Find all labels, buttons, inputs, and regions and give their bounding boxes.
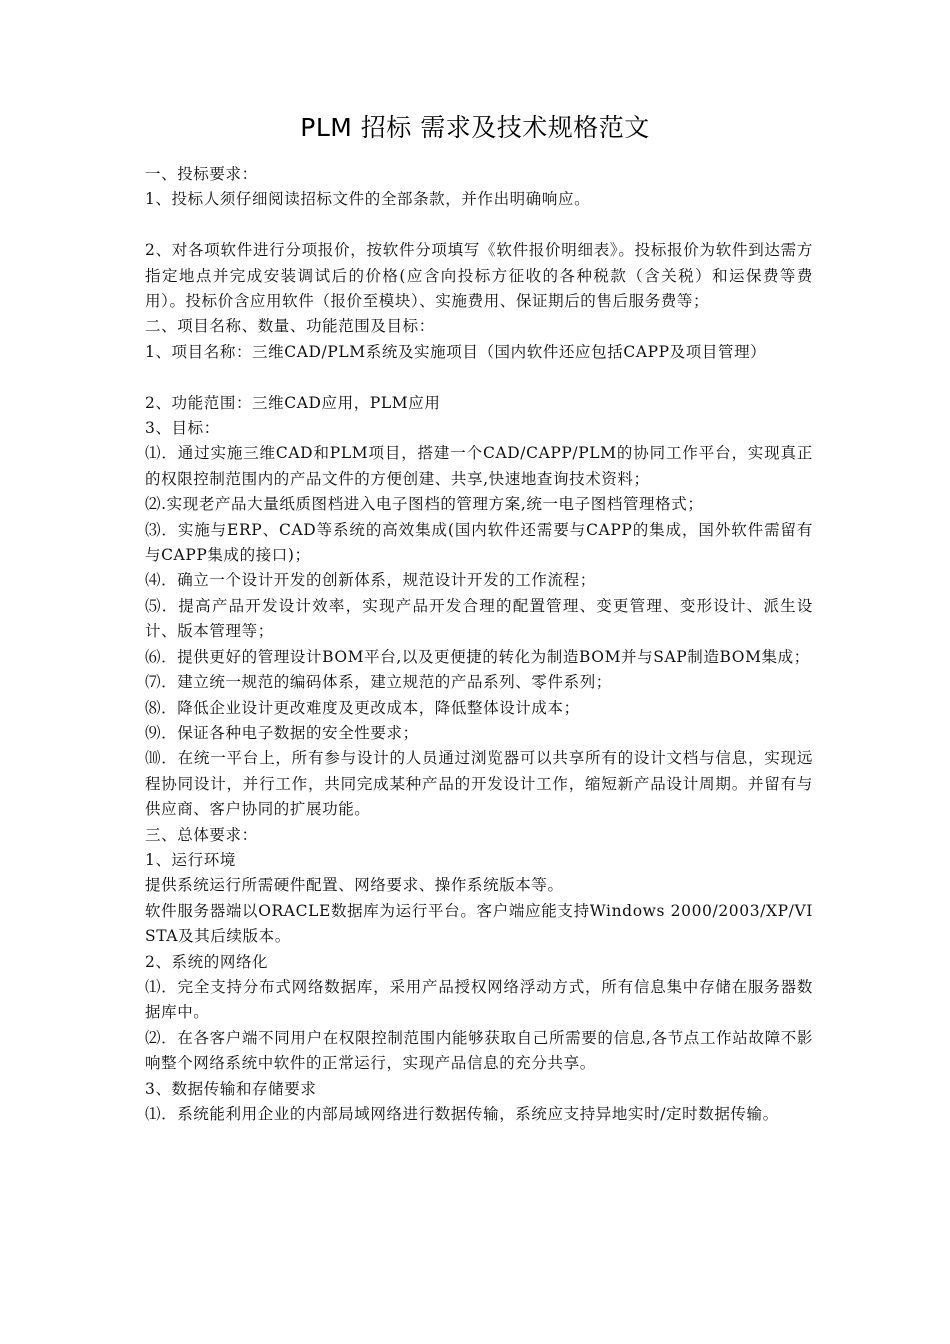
network-item-1: ⑴．完全支持分布式网络数据库，采用产品授权网络浮动方式，所有信息集中存储在服务器数据库中。 [145, 977, 813, 1022]
document-title: PLM 招标 需求及技术规格范文 [300, 113, 650, 142]
paragraph-runtime-server: 软件服务器端以ORACLE数据库为运行平台。客户端应能支持Windows 2000/2003/XP/VISTA及其后续版本。 [145, 901, 813, 946]
paragraph-runtime-heading: 1、运行环境 [145, 850, 236, 869]
paragraph-function-scope: 2、功能范围：三维CAD应用，PLM应用 [145, 393, 441, 412]
goal-item-5: ⑸．提高产品开发设计效率，实现产品开发合理的配置管理、变更管理、变形设计、派生设计、版本管理等； [145, 596, 813, 641]
paragraph-goals-heading: 3、目标： [145, 419, 220, 438]
goal-item-4: ⑷．确立一个设计开发的创新体系，规范设计开发的工作流程； [145, 571, 596, 590]
goal-item-6: ⑹．提供更好的管理设计BOM平台,以及更便捷的转化为制造BOM并与SAP制造BOM集成； [145, 647, 810, 666]
goal-item-7: ⑺．建立统一规范的编码体系，建立规范的产品系列、零件系列； [145, 673, 612, 692]
paragraph-bid-terms: 1、投标人须仔细阅读招标文件的全部条款，并作出明确响应。 [145, 190, 591, 209]
section-heading-project: 二、项目名称、数量、功能范围及目标： [145, 317, 435, 336]
network-item-2: ⑵．在各客户端不同用户在权限控制范围内能够获取自己所需要的信息,各节点工作站故障不影响整个网络系统中软件的正常运行，实现产品信息的充分共享。 [145, 1028, 813, 1073]
goal-item-2: ⑵.实现老产品大量纸质图档进入电子图档的管理方案,统一电子图档管理格式； [145, 495, 704, 514]
document-body [145, 162, 813, 1127]
paragraph-project-name: 1、项目名称：三维CAD/PLM系统及实施项目（国内软件还应包括CAPP及项目管理） [145, 342, 767, 361]
paragraph-runtime-hardware: 提供系统运行所需硬件配置、网络要求、操作系统版本等。 [145, 876, 564, 895]
paragraph-network-heading: 2、系统的网络化 [145, 952, 269, 971]
blank-line [145, 365, 813, 390]
paragraph-bid-pricing: 2、对各项软件进行分项报价，按软件分项填写《软件报价明细表》。投标报价为软件到达需方指定地点并完成安装调试后的价格(应含向投标方征收的各种税款（含关税）和运保费等费用）。投标价含应用软件（报价至模块）、实施费用、保证期后的售后服务费等； [145, 241, 813, 311]
section-heading-bidding: 一、投标要求： [145, 165, 258, 183]
goal-item-8: ⑻．降低企业设计更改难度及更改成本，降低整体设计成本； [145, 698, 580, 717]
goal-item-3: ⑶．实施与ERP、CAD等系统的高效集成(国内软件还需要与CAPP的集成，国外软件需留有与CAPP集成的接口)； [145, 520, 813, 565]
paragraph-data-heading: 3、数据传输和存储要求 [145, 1079, 317, 1098]
section-heading-general: 三、总体要求： [145, 825, 258, 844]
goal-item-9: ⑼．保证各种电子数据的安全性要求； [145, 723, 419, 742]
goal-item-10: ⑽．在统一平台上，所有参与设计的人员通过浏览器可以共享所有的设计文档与信息，实现远程协同设计，并行工作，共同完成某种产品的开发设计工作，缩短新产品设计周期。并留有与供应商、客户协同的扩展功能。 [145, 749, 813, 819]
blank-line [145, 213, 813, 238]
data-item-1: ⑴．系统能利用企业的内部局域网络进行数据传输，系统应支持异地实时/定时数据传输。 [145, 1105, 779, 1123]
goal-item-1: ⑴．通过实施三维CAD和PLM项目，搭建一个CAD/CAPP/PLM的协同工作平台，实现真正的权限控制范围内的产品文件的方便创建、共享,快速地查询技术资料； [145, 444, 813, 488]
